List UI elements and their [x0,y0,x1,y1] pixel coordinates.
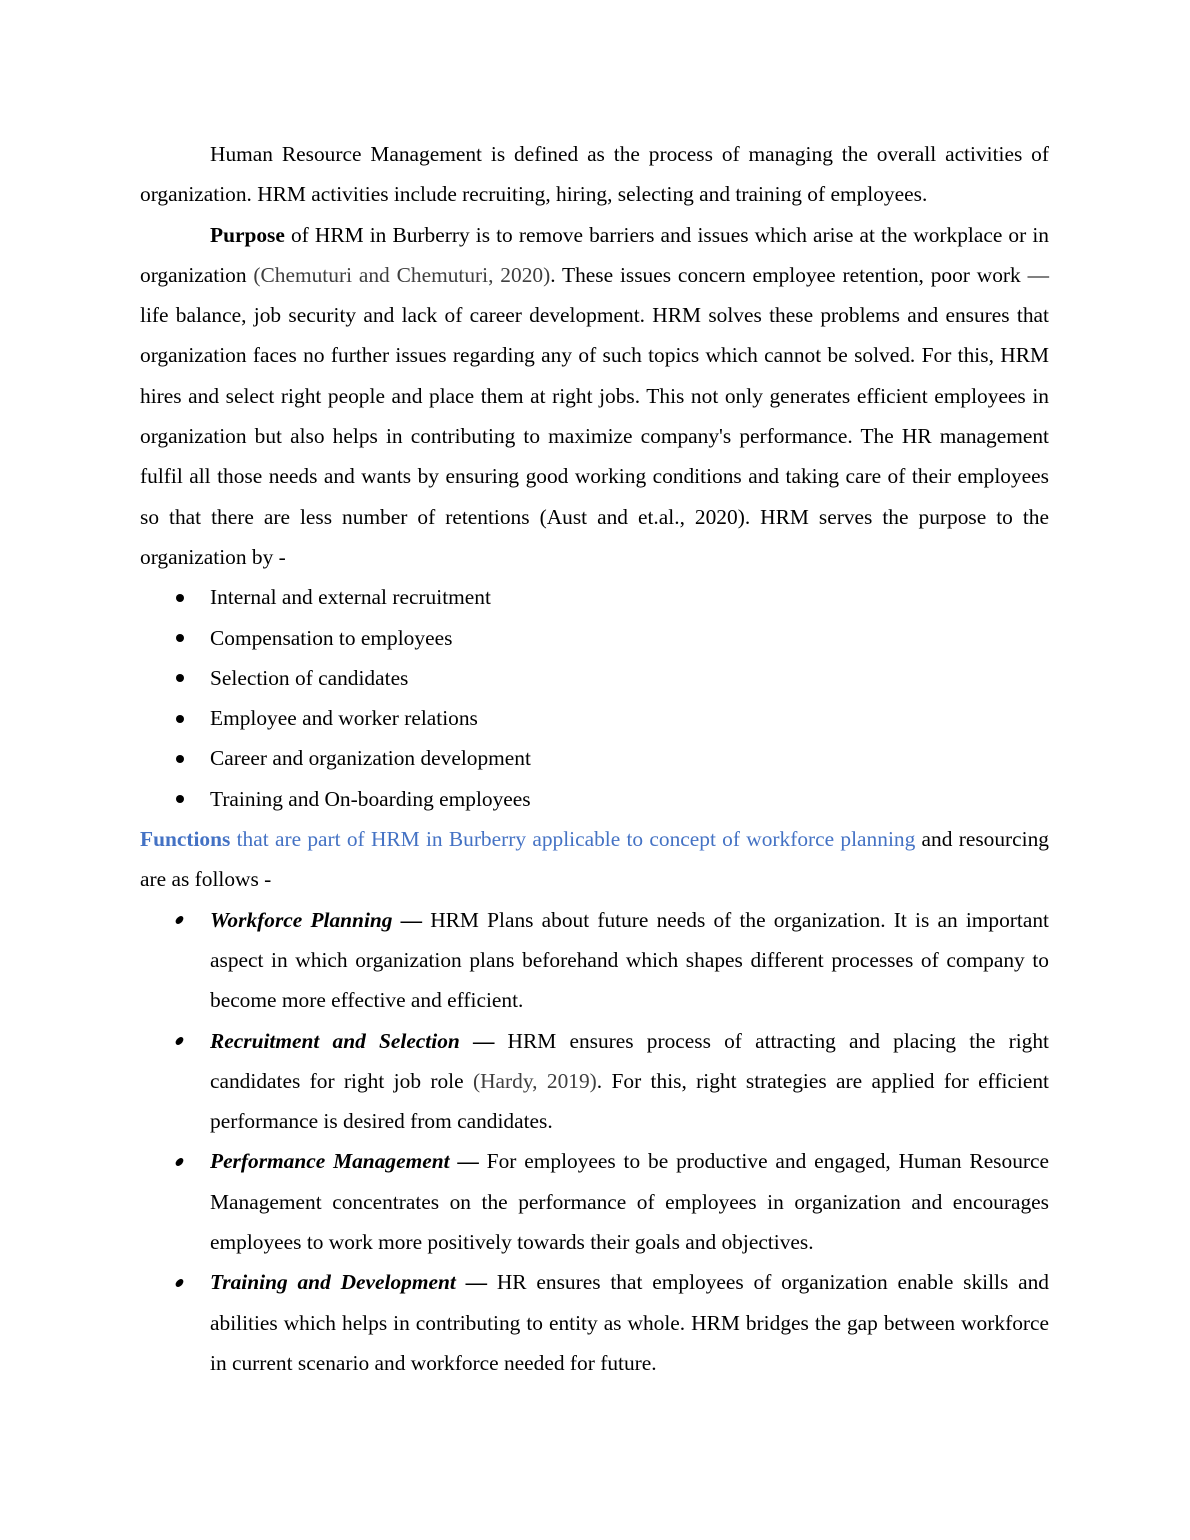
functions-heading-text: and resourcing are as follows - [140,827,1049,892]
function-text: HR ensures that employees of organization enable skills and abilities which helps in contributing to entity as whole. HRM bridges the gap between workforce in current scenario and workforce needed for future. [210,1270,1050,1375]
bullet-icon [176,1141,186,1181]
purpose-text-continued: . These issues concern employee retention, poor work — life balance, job security and lack of career development. HRM solves these problems and ensures that organization faces no further issues regarding any of such topics which cannot be solved. For this, HRM hires and select right people and place them at right jobs. This not only generates efficient employees in organization but also helps in contributing to maximize company's performance. The HR management fulfil all those needs and wants by ensuring good working conditions and taking care of their employees so that there are less number of retentions (Aust and et.al., 2020). HRM serves the purpose to the organization by - [140,262,1050,569]
function-item-workforce-planning [140,900,1049,1021]
list-item [140,779,1049,819]
bullet-icon [175,738,185,778]
bullet-icon [175,698,185,738]
bullet-icon [176,900,186,940]
em-dash: — [455,1270,497,1295]
document-page [140,134,1049,1383]
functions-heading [140,819,1049,900]
function-title: Performance Management [210,1149,450,1174]
em-dash: — [459,1028,508,1053]
purpose-text: of HRM in Burberry is to remove barriers and issues which arise at the workplace or in organization [140,222,1049,287]
list-item [140,738,1049,778]
functions-label: Functions [140,827,231,852]
list-item-text: Career and organization development [210,746,531,771]
list-item-text: Training and On-boarding employees [210,786,531,811]
citation-hardy: (Hardy, 2019) [472,1068,597,1093]
function-title: Workforce Planning [210,907,393,932]
function-text: For employees to be productive and engaged, Human Resource Management concentrates on the performance of employees in organization and encourages employees to work more positively towards their goals and objectives. [210,1149,1050,1255]
purpose-paragraph [140,215,1049,578]
list-item-text: Compensation to employees [210,625,453,650]
list-item [140,577,1049,617]
functions-list [140,900,1049,1384]
bullet-icon [175,779,185,819]
em-dash: — [449,1149,487,1174]
list-item [140,698,1049,738]
function-text: HRM Plans about future needs of the organization. It is an important aspect in which organization plans beforehand which shapes different processes of company to become more effective and efficient. [210,907,1049,1013]
intro-paragraph: Human Resource Management is defined as the process of managing the overall activities of organization. HRM activities include recruiting, hiring, selecting and training of employees. [140,142,1049,207]
list-item-text: Employee and worker relations [210,706,478,731]
citation-chemuturi: (Chemuturi and Chemuturi, 2020) [253,262,551,287]
function-title: Recruitment and Selection [210,1028,460,1053]
bullet-icon [175,618,185,658]
list-item-text: Internal and external recruitment [210,585,491,610]
bullet-icon [176,1262,186,1302]
bullet-icon [175,577,185,617]
purpose-label: Purpose [210,222,285,247]
function-title: Training and Development [210,1270,456,1295]
purpose-list [140,577,1049,819]
bullet-icon [176,1021,186,1061]
list-item-text: Selection of candidates [210,665,409,690]
list-item [140,618,1049,658]
function-item-recruitment-selection [140,1021,1049,1142]
functions-heading-blue-text: that are part of HRM in Burberry applicable to concept of workforce planning [230,827,916,852]
function-item-performance-management [140,1141,1049,1262]
bullet-icon [175,658,185,698]
function-item-training-development [140,1262,1049,1383]
em-dash: — [392,907,431,932]
list-item [140,658,1049,698]
function-text: HRM ensures process of attracting and placing the right candidates for right job role [210,1028,1049,1093]
function-text-continued: . For this, right strategies are applied for efficient performance is desired from candidates. [210,1068,1049,1134]
